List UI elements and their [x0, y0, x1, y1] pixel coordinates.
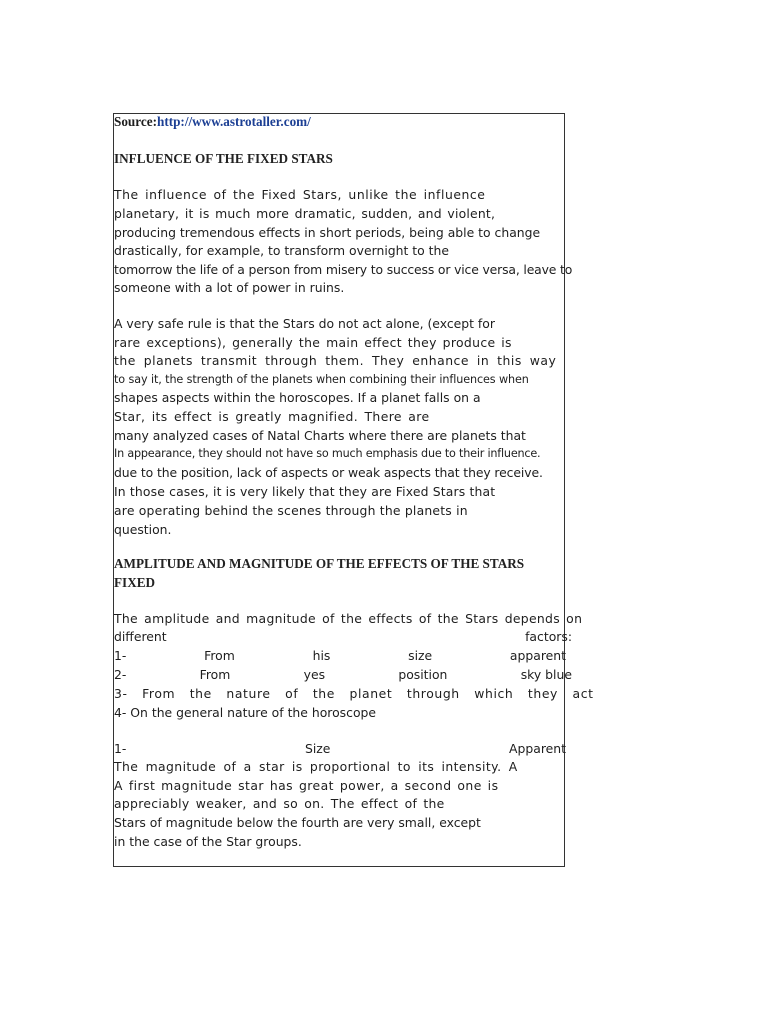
body-line: Star, its effect is greatly magnified. There are — [114, 409, 430, 424]
body-line: due to the position, lack of aspects or weak aspects that they receive. — [114, 465, 543, 480]
factor-word: position — [398, 667, 448, 682]
body-line: the planets transmit through them. They enhance in this way — [114, 353, 557, 368]
body-line: rare exceptions), generally the main effect they produce is — [114, 335, 512, 350]
body-line: shapes aspects within the horoscopes. If a planet falls on a — [114, 390, 481, 405]
size-word: Size — [304, 741, 331, 756]
body-line: A very safe rule is that the Stars do not act alone, (except for — [114, 316, 495, 331]
factor-word: sky blue — [520, 667, 572, 682]
body-line: many analyzed cases of Natal Charts where there are planets that — [114, 428, 526, 443]
body-line: tomorrow the life of a person from misery to success or vice versa, leave to — [114, 262, 573, 277]
size-apparent-row — [114, 740, 566, 758]
factor-word: yes — [303, 667, 326, 682]
body-line: planetary, it is much more dramatic, sudden, and violent, — [114, 206, 496, 221]
section-heading-influence: INFLUENCE OF THE FIXED STARS — [114, 151, 333, 166]
body-line: to say it, the strength of the planets when combining their influences when — [114, 373, 529, 386]
source-label: Source: — [114, 114, 157, 129]
factor-word: 1- — [114, 648, 127, 663]
body-line: In those cases, it is very likely that they are Fixed Stars that — [114, 484, 496, 499]
factor-word: From — [204, 648, 235, 663]
factor-word: From — [199, 667, 231, 682]
factor-1-row — [114, 647, 566, 665]
body-line: someone with a lot of power in ruins. — [114, 280, 345, 295]
factor-word: his — [312, 648, 331, 663]
body-line: producing tremendous effects in short periods, being able to change — [114, 225, 541, 240]
factors-word: factors: — [525, 629, 572, 644]
factor-2-row — [114, 666, 572, 684]
body-line: appreciably weaker, and so on. The effect of the — [114, 796, 445, 811]
factor-3-line: 3- From the nature of the planet through which they act — [114, 686, 594, 701]
factor-4-line: 4- On the general nature of the horoscope — [114, 705, 377, 720]
factors-word: different — [114, 629, 167, 644]
size-word: Apparent — [509, 741, 566, 756]
section-heading-amplitude: AMPLITUDE AND MAGNITUDE OF THE EFFECTS OF THE STARS — [114, 556, 525, 571]
factor-word: 2- — [114, 667, 127, 682]
factor-word: apparent — [509, 648, 566, 663]
body-line: drastically, for example, to transform overnight to the — [114, 243, 449, 258]
size-word: 1- — [114, 741, 127, 756]
body-line: Stars of magnitude below the fourth are very small, except — [114, 815, 481, 830]
factors-row — [114, 628, 572, 646]
body-line: In appearance, they should not have so much emphasis due to their influence. — [114, 447, 541, 460]
body-line: question. — [114, 522, 172, 537]
source-line — [114, 113, 311, 131]
body-line: The amplitude and magnitude of the effects of the Stars depends on — [114, 611, 583, 626]
source-url-link[interactable]: http://www.astrotaller.com/ — [156, 114, 311, 129]
body-line: The magnitude of a star is proportional to its intensity. A — [114, 759, 518, 774]
body-line: in the case of the Star groups. — [114, 834, 302, 849]
section-heading-amplitude-cont: FIXED — [114, 575, 156, 590]
factor-word: size — [408, 648, 433, 663]
body-line: are operating behind the scenes through the planets in — [114, 503, 468, 518]
body-line: A first magnitude star has great power, a second one is — [114, 778, 499, 793]
body-line: The influence of the Fixed Stars, unlike the influence — [114, 187, 486, 202]
